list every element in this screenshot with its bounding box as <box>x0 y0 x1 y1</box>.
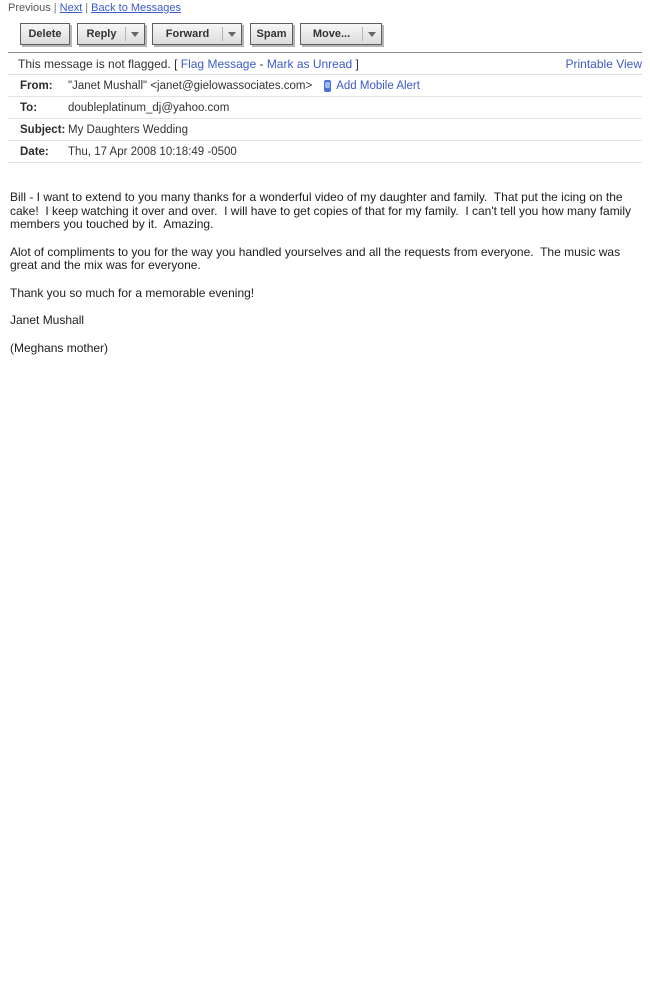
chevron-down-icon <box>368 32 376 37</box>
message-toolbar <box>20 23 650 45</box>
subject-row <box>8 119 642 141</box>
body-paragraph: Bill - I want to extend to you many thanks for a wonderful video of my daughter and family. That put the icing on the cake! I keep watching it over and over. I will have to get copies of that for my family. I can't tell you how many family members you touched by it. Amazing. <box>10 190 635 231</box>
signature-role: (Meghans mother) <box>10 340 109 355</box>
forward-dropdown-toggle[interactable] <box>222 27 241 41</box>
move-button[interactable] <box>300 23 382 45</box>
spam-button[interactable] <box>250 23 293 45</box>
forward-button-label: Forward <box>165 28 210 40</box>
mobile-phone-icon <box>324 80 331 92</box>
nav-separator: | <box>53 2 57 14</box>
move-dropdown-toggle[interactable] <box>362 27 381 41</box>
chevron-down-icon <box>228 32 236 37</box>
back-to-messages-link[interactable]: Back to Messages <box>91 2 182 14</box>
spam-button-label: Spam <box>256 28 287 40</box>
reply-button[interactable] <box>77 23 145 45</box>
dash-separator: - <box>256 56 267 71</box>
flag-status-row <box>8 53 642 75</box>
from-value: "Janet Mushall" <janet@gielowassociates.com> <box>68 79 313 92</box>
subject-label: Subject: <box>20 123 66 136</box>
to-row <box>8 97 642 119</box>
subject-value: My Daughters Wedding <box>68 123 188 136</box>
date-value: Thu, 17 Apr 2008 10:18:49 -0500 <box>68 145 237 158</box>
to-label: To: <box>20 101 38 114</box>
from-label: From: <box>20 79 53 92</box>
message-header <box>8 52 642 163</box>
flag-status-text: This message is not flagged. <box>18 56 175 71</box>
flag-message-link[interactable]: Flag Message <box>180 56 257 71</box>
next-link[interactable]: Next <box>59 2 83 14</box>
mobile-alert-wrap <box>324 80 420 92</box>
reply-button-label: Reply <box>86 28 117 40</box>
bracket-open: [ <box>174 56 181 71</box>
forward-button[interactable] <box>152 23 242 45</box>
body-paragraph: Thank you so much for a memorable evening! <box>10 285 255 300</box>
bracket-close: ] <box>352 56 359 71</box>
breadcrumb <box>0 0 650 14</box>
to-value: doubleplatinum_dj@yahoo.com <box>68 101 230 114</box>
add-mobile-alert-link[interactable]: Add Mobile Alert <box>336 79 420 92</box>
chevron-down-icon <box>131 32 139 37</box>
mark-as-unread-link[interactable]: Mark as Unread <box>266 56 353 71</box>
date-label: Date: <box>20 145 49 158</box>
message-body <box>10 190 635 355</box>
previous-link[interactable]: Previous <box>8 2 51 14</box>
date-row <box>8 141 642 163</box>
nav-separator: | <box>85 2 89 14</box>
reply-dropdown-toggle[interactable] <box>125 27 144 41</box>
delete-button-label: Delete <box>28 28 62 40</box>
delete-button[interactable] <box>20 23 70 45</box>
from-row <box>8 75 642 97</box>
move-button-label: Move... <box>312 28 351 40</box>
body-paragraph: Alot of compliments to you for the way you handled yourselves and all the requests from everyone. The music was great and the mix was for everyone. <box>10 244 624 272</box>
signature-name: Janet Mushall <box>10 313 85 327</box>
printable-view-link[interactable]: Printable View <box>565 56 642 71</box>
